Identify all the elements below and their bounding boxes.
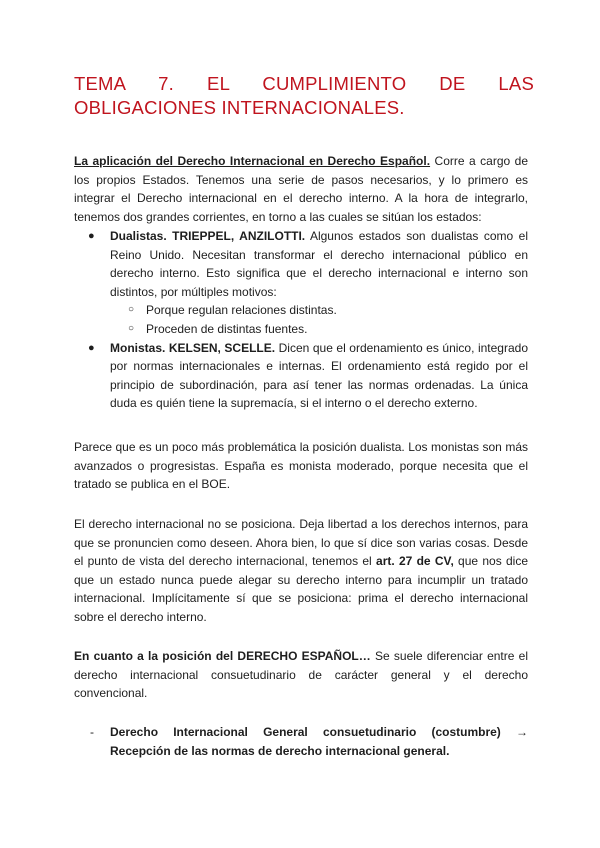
paragraph-dualist-position: Parece que es un poco más problemática la posición dualista. Los monistas son más avanzados o progresistas. España es monista moderado, porque necesita que el tratado se publica en el BOE. bbox=[74, 440, 528, 492]
bullet-icon: ● bbox=[88, 341, 95, 354]
document-title: TEMA 7. EL CUMPLIMIENTO DE LAS OBLIGACIONES INTERNACIONALES. bbox=[74, 73, 534, 118]
general-law-text: Derecho Internacional General consuetudinario (costumbre) → Recepción de las normas de derecho internacional general. bbox=[110, 725, 528, 758]
paragraph-spanish-position bbox=[74, 647, 528, 703]
bullet-icon: ● bbox=[88, 230, 95, 242]
list-item-monistas bbox=[74, 339, 528, 413]
paragraph-text: El derecho internacional no se posiciona. Deja libertad a los derechos internos, para que se pronuncien como deseen. Ahora bien, lo que sí dice son varias cosas. Desde el punto de vista del derecho internacional, tenemos el bbox=[74, 517, 528, 569]
intro-paragraph bbox=[74, 152, 528, 226]
spanish-position-text: Se suele diferenciar entre el derecho internacional consuetudinario de carácter general y el derecho convencional. bbox=[74, 649, 528, 701]
list-item-dualistas bbox=[74, 227, 528, 339]
list-subitem bbox=[110, 320, 528, 339]
section-heading: La aplicación del Derecho Internacional en Derecho Español. bbox=[74, 154, 431, 168]
list-item-general-law bbox=[74, 723, 528, 760]
monistas-heading: Monistas. KELSEN, SCELLE. bbox=[110, 340, 276, 355]
article-reference: art. 27 de CV, bbox=[376, 554, 454, 569]
circle-bullet-icon: ○ bbox=[128, 322, 135, 334]
dualistas-heading: Dualistas. TRIEPPEL, ANZILOTTI. bbox=[110, 229, 306, 243]
intro-text: Corre a cargo de los propios Estados. Tenemos una serie de pasos necesarios, y lo primero es integrar el Derecho internacional en el derecho interno. A la hora de integrarlo, tenemos dos grandes corrientes, en torno a las cuales se sitúan los estados: bbox=[74, 154, 528, 224]
paragraph-text: que nos dice que un estado nunca puede alegar su derecho interno para incumplir un tratado internacional. Implícitamente sí que se posiciona: prima el derecho internacional sobre el derecho interno. bbox=[74, 554, 528, 624]
list-subitem bbox=[110, 301, 528, 320]
subitem-text: Proceden de distintas fuentes. bbox=[146, 321, 308, 336]
dash-list bbox=[74, 723, 528, 760]
dash-bullet-icon: - bbox=[90, 725, 94, 739]
circle-bullet-icon: ○ bbox=[128, 304, 135, 316]
paragraph-international-law bbox=[74, 515, 528, 627]
currents-list bbox=[74, 227, 528, 413]
monistas-text: Dicen que el ordenamiento es único, integrado por normas internacionales e internas. El ordenamiento está regido por el principio de subordinación, para así tener las normas ordenadas. La única duda es quién tiene la supremacía, si el interno o el derecho externo. bbox=[110, 340, 528, 411]
subitem-text: Porque regulan relaciones distintas. bbox=[146, 303, 337, 318]
dualistas-text: Algunos estados son dualistas como el Reino Unido. Necesitan transformar el derecho internacional público en derecho interno. Esto significa que el derecho internacional e interno son distintos, por múltiples motivos: bbox=[110, 229, 528, 299]
spanish-position-heading: En cuanto a la posición del DERECHO ESPAÑOL… bbox=[74, 649, 371, 663]
